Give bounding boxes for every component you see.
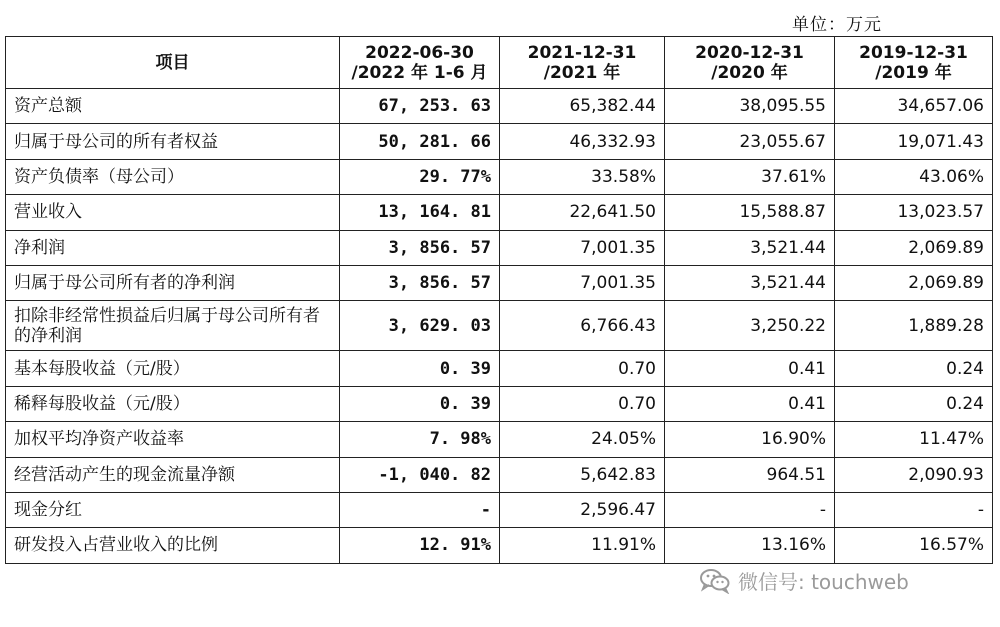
row-value: 5,642.83 [500,457,665,492]
table-body [6,89,993,564]
row-value: - [665,492,835,527]
header-period-line2: /2021 年 [543,62,621,83]
financial-summary-table [5,36,993,564]
row-label: 扣除非经常性损益后归属于母公司所有者的净利润 [6,301,340,351]
row-value: 7,001.35 [500,265,665,300]
row-value: 23,055.67 [665,124,835,159]
row-value: 2,596.47 [500,492,665,527]
row-value: 0. 39 [340,351,500,386]
table-header-row [6,37,993,89]
row-value: 11.91% [500,528,665,563]
row-value: 19,071.43 [835,124,993,159]
wechat-icon [700,568,730,594]
header-period-2020 [665,37,835,89]
row-value: 3, 856. 57 [340,265,500,300]
row-label: 归属于母公司的所有者权益 [6,124,340,159]
row-value: -1, 040. 82 [340,457,500,492]
header-period-line1: 2020-12-31 [695,42,804,63]
table-row [6,195,993,230]
row-label: 净利润 [6,230,340,265]
row-value: 13, 164. 81 [340,195,500,230]
row-value: 16.90% [665,422,835,457]
row-value: 22,641.50 [500,195,665,230]
row-value: 67, 253. 63 [340,89,500,124]
row-value: 34,657.06 [835,89,993,124]
row-value: - [340,492,500,527]
table-row [6,124,993,159]
row-value: 3,250.22 [665,301,835,351]
header-period-line1: 2019-12-31 [859,42,968,63]
row-value: 1,889.28 [835,301,993,351]
row-value: 46,332.93 [500,124,665,159]
row-value: 0. 39 [340,386,500,421]
row-value: 16.57% [835,528,993,563]
row-label: 基本每股收益（元/股） [6,351,340,386]
row-label: 稀释每股收益（元/股） [6,386,340,421]
header-item: 项目 [6,37,340,89]
wechat-watermark [700,566,909,595]
row-value: 3, 856. 57 [340,230,500,265]
header-period-2022h1 [340,37,500,89]
row-value: - [835,492,993,527]
row-value: 0.24 [835,386,993,421]
table-row [6,386,993,421]
row-value: 3,521.44 [665,230,835,265]
row-value: 24.05% [500,422,665,457]
table-row [6,528,993,563]
row-value: 0.41 [665,351,835,386]
table-row [6,351,993,386]
row-value: 6,766.43 [500,301,665,351]
table-row [6,301,993,351]
row-label: 加权平均净资产收益率 [6,422,340,457]
row-value: 13.16% [665,528,835,563]
table-row [6,230,993,265]
row-value: 2,090.93 [835,457,993,492]
table-row [6,159,993,194]
row-value: 37.61% [665,159,835,194]
row-value: 43.06% [835,159,993,194]
row-value: 0.70 [500,351,665,386]
header-period-line2: /2019 年 [875,62,952,83]
row-value: 3,521.44 [665,265,835,300]
header-period-line1: 2022-06-30 [365,42,474,63]
table-row [6,422,993,457]
row-value: 33.58% [500,159,665,194]
table-row [6,492,993,527]
row-value: 29. 77% [340,159,500,194]
row-value: 7. 98% [340,422,500,457]
header-period-line1: 2021-12-31 [527,42,637,63]
table-row [6,265,993,300]
row-label: 营业收入 [6,195,340,230]
row-value: 0.24 [835,351,993,386]
row-value: 0.41 [665,386,835,421]
row-value: 13,023.57 [835,195,993,230]
row-label: 现金分红 [6,492,340,527]
row-value: 2,069.89 [835,265,993,300]
header-period-line2: /2020 年 [711,62,788,83]
row-label: 资产负债率（母公司） [6,159,340,194]
header-period-2021 [500,37,665,89]
row-label: 经营活动产生的现金流量净额 [6,457,340,492]
table-row [6,457,993,492]
row-value: 964.51 [665,457,835,492]
row-value: 7,001.35 [500,230,665,265]
row-label: 归属于母公司所有者的净利润 [6,265,340,300]
row-value: 11.47% [835,422,993,457]
watermark-text: 微信号: touchweb [738,570,909,594]
row-value: 15,588.87 [665,195,835,230]
row-value: 2,069.89 [835,230,993,265]
row-value: 0.70 [500,386,665,421]
table-row [6,89,993,124]
row-value: 50, 281. 66 [340,124,500,159]
row-label: 资产总额 [6,89,340,124]
row-label: 研发投入占营业收入的比例 [6,528,340,563]
header-period-2019 [835,37,993,89]
row-value: 12. 91% [340,528,500,563]
row-value: 38,095.55 [665,89,835,124]
header-period-line2: /2022 年 1-6 月 [351,62,488,83]
row-value: 3, 629. 03 [340,301,500,351]
row-value: 65,382.44 [500,89,665,124]
unit-label: 单位：万元 [792,15,882,35]
